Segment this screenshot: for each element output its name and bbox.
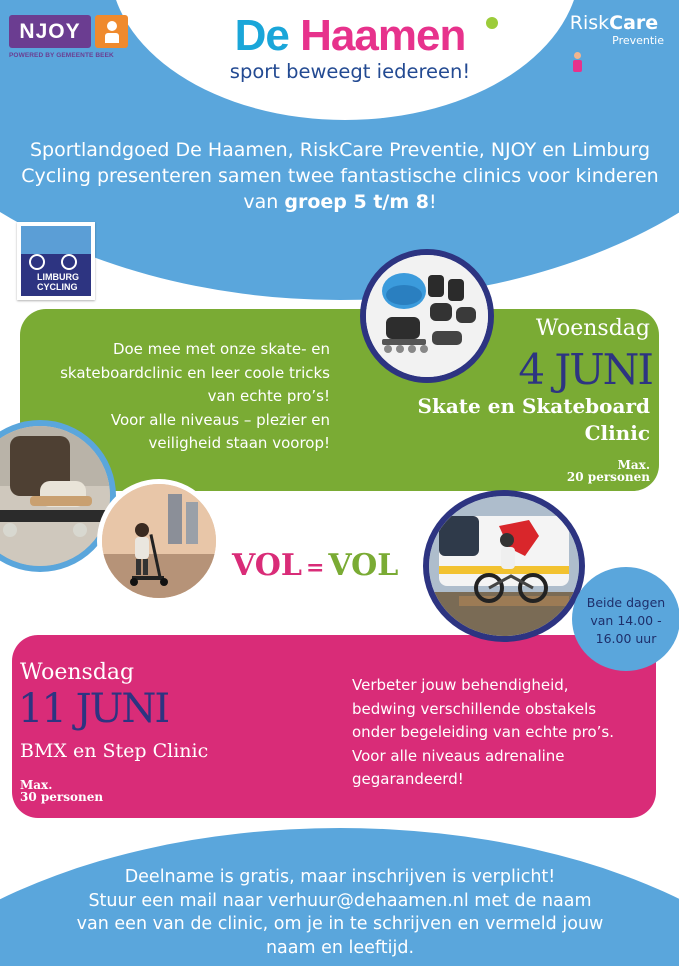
bmx-description-line: onder begeleiding van echte pro’s. bbox=[352, 723, 615, 741]
bmx-description-line: Voor alle niveaus adrenaline bbox=[352, 746, 565, 765]
limburg-cycling-line2: CYCLING bbox=[37, 282, 78, 292]
skate-capacity-value: 20 personen bbox=[566, 470, 650, 484]
njoy-subtitle: POWERED BY GEMEENTE BEEK bbox=[9, 52, 114, 59]
skate-description-line: veiligheid staan voorop! bbox=[148, 434, 330, 452]
bmx-description-line: gegarandeerd! bbox=[352, 770, 464, 788]
riskcare-title bbox=[556, 12, 672, 34]
bmx-description-line: bedwing verschillende obstakels bbox=[352, 699, 597, 718]
skate-title-line: Clinic bbox=[584, 421, 650, 445]
sold-out-label bbox=[232, 548, 422, 586]
njoy-wordmark: NJOY bbox=[9, 15, 91, 48]
intro-end: ! bbox=[428, 191, 437, 213]
bmx-photo bbox=[423, 490, 585, 642]
registration-info bbox=[30, 866, 650, 960]
cyclist-icon bbox=[29, 254, 45, 270]
skate-capacity-label: Max. bbox=[617, 458, 650, 472]
bmx-capacity-label: Max. bbox=[20, 778, 53, 792]
dehaamen-slogan: sport beweegt iedereen! bbox=[229, 60, 471, 83]
bmx-clinic-description bbox=[352, 674, 652, 792]
skate-clinic-title bbox=[380, 393, 650, 447]
skate-description-line: Voor alle niveaus – plezier en bbox=[110, 410, 330, 429]
sold-out-right: VOL bbox=[328, 548, 399, 583]
person-icon bbox=[95, 15, 128, 48]
footer-line: naam en leeftijd. bbox=[265, 937, 415, 958]
step-scooter-photo bbox=[97, 479, 221, 603]
dehaamen-title-haamen: Haamen bbox=[300, 11, 466, 60]
intro-body: Sportlandgoed De Haamen, RiskCare Preventie, NJOY en Limburg Cycling presenteren samen twee fantastische clinics voor kinderen van bbox=[21, 139, 659, 213]
bmx-clinic-capacity bbox=[20, 779, 160, 803]
dehaamen-title bbox=[190, 12, 510, 60]
bmx-clinic-day: Woensdag bbox=[20, 660, 135, 685]
riskcare-title-risk: Risk bbox=[569, 12, 610, 34]
time-badge-line: van 14.00 - bbox=[590, 613, 662, 628]
sold-out-left: VOL bbox=[232, 548, 302, 583]
skate-title-line: Skate en Skateboard bbox=[417, 394, 650, 418]
riskcare-subtitle: Preventie bbox=[612, 34, 664, 47]
bmx-capacity-value: 30 personen bbox=[20, 790, 104, 804]
skate-clinic-day: Woensdag bbox=[535, 316, 650, 341]
dehaamen-title-de: De bbox=[234, 11, 289, 60]
riskcare-logo bbox=[556, 12, 672, 87]
sold-out-equals: = bbox=[305, 555, 325, 581]
limburg-cycling-text bbox=[37, 272, 89, 292]
intro-text bbox=[20, 137, 660, 215]
bmx-clinic-title: BMX en Step Clinic bbox=[20, 740, 209, 762]
time-badge bbox=[572, 567, 679, 671]
dehaamen-logo bbox=[190, 12, 510, 92]
riskcare-title-care: Care bbox=[609, 12, 659, 34]
time-badge-line: Beide dagen bbox=[586, 595, 666, 610]
footer-line: van een van de clinic, om je in te schrijven en vermeld jouw bbox=[76, 914, 604, 934]
limburg-cycling-line1: LIMBURG bbox=[37, 272, 79, 282]
skate-description-line: Doe mee met onze skate- en bbox=[112, 340, 330, 358]
njoy-logo bbox=[9, 15, 131, 63]
ball-icon bbox=[486, 17, 498, 29]
footer-line: Stuur een mail naar verhuur@dehaamen.nl met de naam bbox=[88, 890, 592, 911]
limburg-cycling-logo bbox=[17, 222, 95, 300]
bmx-clinic-date: 11 JUNI bbox=[18, 686, 169, 732]
time-badge-line: 16.00 uur bbox=[595, 631, 657, 646]
skate-description-line: van echte pro’s! bbox=[207, 387, 330, 405]
intro-highlight: groep 5 t/m 8 bbox=[284, 191, 429, 213]
skate-clinic-capacity bbox=[530, 459, 650, 483]
skate-gear-photo bbox=[360, 249, 494, 383]
footer-line: Deelname is gratis, maar inschrijven is verplicht! bbox=[124, 867, 556, 887]
climber-icon bbox=[570, 52, 584, 86]
bmx-description-line: Verbeter jouw behendigheid, bbox=[352, 676, 569, 694]
skate-description-line: skateboardclinic en leer coole tricks bbox=[60, 363, 330, 382]
skate-clinic-date: 4 JUNI bbox=[518, 345, 652, 394]
